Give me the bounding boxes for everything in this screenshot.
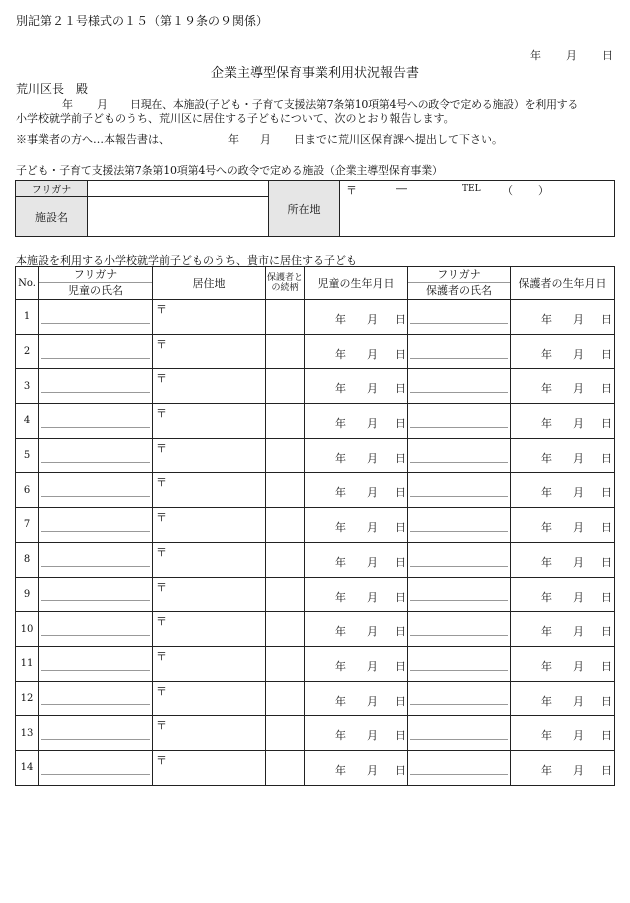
guardian-furigana-line[interactable] — [410, 657, 508, 671]
residence-cell[interactable] — [153, 438, 266, 473]
residence-postal-mark: 〒 — [156, 753, 167, 767]
residence-postal-mark: 〒 — [156, 684, 167, 698]
row-number: 8 — [16, 542, 39, 577]
note-month-unit: 月 — [260, 133, 271, 146]
child-dob-cell-month-unit: 月 — [367, 590, 378, 604]
guardian-dob-cell[interactable] — [511, 750, 615, 785]
residence-postal-mark: 〒 — [156, 545, 167, 559]
row-number: 14 — [16, 750, 39, 785]
child-dob-cell-year-unit: 年 — [335, 451, 346, 465]
header-guardian-name-label: 保護者の氏名 — [426, 284, 492, 297]
child-dob-cell[interactable] — [305, 577, 408, 612]
child-name-cell[interactable] — [39, 508, 153, 543]
child-dob-cell-day-unit: 日 — [395, 347, 406, 361]
residence-cell[interactable] — [153, 716, 266, 751]
child-dob-cell[interactable] — [305, 716, 408, 751]
guardian-name-cell[interactable] — [408, 438, 511, 473]
guardian-dob-cell-day-unit: 日 — [601, 555, 612, 569]
residence-cell[interactable] — [153, 542, 266, 577]
guardian-name-cell[interactable] — [408, 508, 511, 543]
child-dob-cell-day-unit: 日 — [395, 417, 406, 431]
child-dob-cell-day-unit: 日 — [395, 694, 406, 708]
residence-postal-mark: 〒 — [156, 615, 167, 629]
guardian-furigana-line[interactable] — [410, 587, 508, 601]
residence-postal-mark: 〒 — [156, 372, 167, 386]
child-dob-cell-month-unit: 月 — [367, 729, 378, 743]
report-text-line1: 日現在、本施設(子ども・子育て支援法第7条第10項第4号への政令で定める施設）を利用する — [130, 98, 579, 111]
child-dob-cell-year-unit: 年 — [335, 347, 346, 361]
child-dob-cell[interactable] — [305, 646, 408, 681]
child-dob-cell-month-unit: 月 — [367, 382, 378, 396]
child-furigana-line[interactable] — [41, 310, 150, 324]
guardian-furigana-line[interactable] — [410, 518, 508, 532]
facility-tel-close: ） — [538, 184, 549, 197]
child-dob-cell-day-unit: 日 — [395, 763, 406, 777]
residence-postal-mark: 〒 — [156, 441, 167, 455]
guardian-furigana-line[interactable] — [410, 553, 508, 567]
residence-cell[interactable] — [153, 300, 266, 335]
relation-cell[interactable] — [266, 473, 305, 508]
guardian-dob-cell-day-unit: 日 — [601, 763, 612, 777]
facility-name-field[interactable] — [88, 197, 269, 237]
note-year-unit: 年 — [228, 133, 239, 146]
table-row — [16, 577, 615, 612]
table-row — [16, 404, 615, 439]
guardian-dob-cell-month-unit: 月 — [573, 417, 584, 431]
guardian-furigana-line[interactable] — [410, 761, 508, 775]
child-dob-cell-month-unit: 月 — [367, 521, 378, 535]
row-number: 6 — [16, 473, 39, 508]
form-number: 別記第２１号様式の１５（第１９条の９関係） — [16, 14, 269, 28]
facility-table — [15, 180, 615, 237]
residence-cell[interactable] — [153, 473, 266, 508]
child-dob-cell[interactable] — [305, 438, 408, 473]
child-dob-cell-day-unit: 日 — [395, 555, 406, 569]
residence-cell[interactable] — [153, 577, 266, 612]
guardian-dob-cell-year-unit: 年 — [541, 347, 552, 361]
header-child-name — [39, 267, 153, 300]
table-row — [16, 681, 615, 716]
guardian-dob-cell-day-unit: 日 — [601, 521, 612, 535]
guardian-dob-cell[interactable] — [511, 612, 615, 647]
child-name-cell[interactable] — [39, 300, 153, 335]
child-dob-cell-month-unit: 月 — [367, 417, 378, 431]
child-dob-cell-month-unit: 月 — [367, 555, 378, 569]
child-dob-cell-month-unit: 月 — [367, 625, 378, 639]
date-day-unit: 日 — [602, 49, 613, 62]
guardian-dob-cell[interactable] — [511, 716, 615, 751]
guardian-dob-cell-year-unit: 年 — [541, 313, 552, 326]
table-row — [16, 646, 615, 681]
residence-postal-mark: 〒 — [156, 511, 167, 525]
guardian-name-cell[interactable] — [408, 681, 511, 716]
header-relation-line1: 保護者と — [266, 273, 303, 283]
child-dob-cell[interactable] — [305, 334, 408, 369]
header-relation-line2: の続柄 — [271, 283, 299, 293]
guardian-dob-cell-day-unit: 日 — [601, 382, 612, 396]
child-dob-cell[interactable] — [305, 369, 408, 404]
facility-name-label: 施設名 — [16, 197, 88, 237]
guardian-dob-cell-month-unit: 月 — [573, 382, 584, 396]
relation-cell[interactable] — [266, 508, 305, 543]
guardian-dob-cell-month-unit: 月 — [573, 451, 584, 465]
guardian-dob-cell-year-unit: 年 — [541, 521, 552, 535]
guardian-name-cell[interactable] — [408, 716, 511, 751]
facility-section-title: 子ども・子育て支援法第7条第10項第4号への政令で定める施設（企業主導型保育事業） — [16, 164, 443, 177]
guardian-dob-cell-month-unit: 月 — [573, 590, 584, 604]
guardian-dob-cell-day-unit: 日 — [601, 451, 612, 465]
guardian-dob-cell-year-unit: 年 — [541, 382, 552, 396]
child-dob-cell-month-unit: 月 — [367, 451, 378, 465]
header-guardian-name — [408, 267, 511, 300]
report-year-unit: 年 — [62, 98, 73, 111]
guardian-dob-cell-day-unit: 日 — [601, 659, 612, 673]
child-dob-cell-day-unit: 日 — [395, 313, 406, 326]
guardian-dob-cell-day-unit: 日 — [601, 625, 612, 639]
child-name-cell[interactable] — [39, 577, 153, 612]
guardian-dob-cell[interactable] — [511, 508, 615, 543]
guardian-dob-cell[interactable] — [511, 438, 615, 473]
table-row — [16, 438, 615, 473]
table-row — [16, 750, 615, 785]
child-dob-cell-day-unit: 日 — [395, 625, 406, 639]
submission-note: ※事業者の方へ…本報告書は、 — [16, 133, 170, 146]
header-guardian-furigana: フリガナ — [408, 267, 510, 283]
row-number: 10 — [16, 612, 39, 647]
child-dob-cell[interactable] — [305, 681, 408, 716]
children-section-title: 本施設を利用する小学校就学前子どものうち、貴市に居住する子ども — [16, 254, 357, 267]
child-dob-cell-day-unit: 日 — [395, 590, 406, 604]
header-child-dob: 児童の生年月日 — [305, 267, 408, 300]
guardian-name-cell[interactable] — [408, 334, 511, 369]
child-dob-cell-year-unit: 年 — [335, 763, 346, 777]
child-name-cell[interactable] — [39, 404, 153, 439]
child-furigana-line[interactable] — [41, 657, 150, 671]
guardian-dob-cell[interactable] — [511, 646, 615, 681]
relation-cell[interactable] — [266, 404, 305, 439]
guardian-dob-cell[interactable] — [511, 369, 615, 404]
child-furigana-line[interactable] — [41, 449, 150, 463]
header-no: No. — [16, 267, 39, 300]
child-name-cell[interactable] — [39, 438, 153, 473]
facility-tel-open: （ — [502, 184, 513, 197]
guardian-dob-cell-year-unit: 年 — [541, 417, 552, 431]
child-furigana-line[interactable] — [41, 518, 150, 532]
guardian-dob-cell[interactable] — [511, 300, 615, 335]
guardian-dob-cell-month-unit: 月 — [573, 659, 584, 673]
guardian-dob-cell-year-unit: 年 — [541, 590, 552, 604]
child-dob-cell-year-unit: 年 — [335, 590, 346, 604]
guardian-furigana-line[interactable] — [410, 691, 508, 705]
child-dob-cell-year-unit: 年 — [335, 729, 346, 743]
table-row — [16, 473, 615, 508]
child-furigana-line[interactable] — [41, 345, 150, 359]
row-number: 13 — [16, 716, 39, 751]
guardian-dob-cell-month-unit: 月 — [573, 729, 584, 743]
child-dob-cell-year-unit: 年 — [335, 313, 346, 326]
guardian-dob-cell-year-unit: 年 — [541, 763, 552, 777]
relation-cell[interactable] — [266, 750, 305, 785]
guardian-dob-cell-day-unit: 日 — [601, 313, 612, 326]
facility-tel-label: TEL — [462, 184, 481, 194]
guardian-dob-cell[interactable] — [511, 334, 615, 369]
guardian-name-cell[interactable] — [408, 300, 511, 335]
guardian-name-cell[interactable] — [408, 577, 511, 612]
table-row — [16, 612, 615, 647]
facility-postal-dash: ― — [396, 182, 407, 195]
table-row — [16, 334, 615, 369]
relation-cell[interactable] — [266, 334, 305, 369]
row-number: 7 — [16, 508, 39, 543]
relation-cell[interactable] — [266, 646, 305, 681]
residence-postal-mark: 〒 — [156, 407, 167, 421]
child-name-cell[interactable] — [39, 334, 153, 369]
residence-postal-mark: 〒 — [156, 649, 167, 663]
child-furigana-line[interactable] — [41, 483, 150, 497]
guardian-name-cell[interactable] — [408, 404, 511, 439]
guardian-dob-cell-month-unit: 月 — [573, 555, 584, 569]
child-name-cell[interactable] — [39, 542, 153, 577]
child-furigana-line[interactable] — [41, 622, 150, 636]
child-dob-cell-month-unit: 月 — [367, 313, 378, 326]
child-furigana-line[interactable] — [41, 379, 150, 393]
facility-furigana-label: フリガナ — [16, 181, 88, 197]
relation-cell[interactable] — [266, 716, 305, 751]
date-year-unit: 年 — [530, 49, 541, 62]
row-number: 1 — [16, 300, 39, 335]
date-month-unit: 月 — [566, 49, 577, 62]
guardian-dob-cell-year-unit: 年 — [541, 694, 552, 708]
header-guardian-dob: 保護者の生年月日 — [511, 267, 615, 300]
residence-postal-mark: 〒 — [156, 303, 167, 316]
residence-cell[interactable] — [153, 681, 266, 716]
residence-postal-mark: 〒 — [156, 719, 167, 733]
guardian-dob-cell-day-unit: 日 — [601, 729, 612, 743]
child-name-cell[interactable] — [39, 750, 153, 785]
child-dob-cell-month-unit: 月 — [367, 347, 378, 361]
child-name-cell[interactable] — [39, 681, 153, 716]
child-dob-cell[interactable] — [305, 750, 408, 785]
guardian-furigana-line[interactable] — [410, 622, 508, 636]
relation-cell[interactable] — [266, 438, 305, 473]
child-name-cell[interactable] — [39, 369, 153, 404]
guardian-dob-cell-day-unit: 日 — [601, 417, 612, 431]
guardian-dob-cell-year-unit: 年 — [541, 451, 552, 465]
guardian-dob-cell-month-unit: 月 — [573, 347, 584, 361]
residence-cell[interactable] — [153, 508, 266, 543]
child-name-cell[interactable] — [39, 646, 153, 681]
relation-cell[interactable] — [266, 369, 305, 404]
facility-address-field[interactable] — [340, 181, 615, 237]
child-dob-cell-year-unit: 年 — [335, 382, 346, 396]
row-number: 4 — [16, 404, 39, 439]
guardian-dob-cell-month-unit: 月 — [573, 763, 584, 777]
child-dob-cell-year-unit: 年 — [335, 625, 346, 639]
report-text-line2: 小学校就学前子どものうち、荒川区に居住する子どもについて、次のとおり報告します。 — [16, 112, 455, 125]
facility-address-label: 所在地 — [269, 181, 340, 237]
guardian-dob-cell[interactable] — [511, 404, 615, 439]
child-dob-cell-month-unit: 月 — [367, 659, 378, 673]
residence-cell[interactable] — [153, 369, 266, 404]
child-dob-cell-year-unit: 年 — [335, 659, 346, 673]
child-dob-cell-year-unit: 年 — [335, 694, 346, 708]
guardian-name-cell[interactable] — [408, 750, 511, 785]
table-row — [16, 300, 615, 335]
guardian-dob-cell-day-unit: 日 — [601, 347, 612, 361]
submission-note-suffix: 日までに荒川区保育課へ提出して下さい。 — [294, 133, 503, 146]
child-dob-cell-year-unit: 年 — [335, 417, 346, 431]
facility-postal-mark: 〒 — [346, 184, 357, 197]
child-dob-cell-day-unit: 日 — [395, 451, 406, 465]
guardian-dob-cell[interactable] — [511, 681, 615, 716]
header-relation — [266, 267, 305, 300]
child-dob-cell[interactable] — [305, 300, 408, 335]
guardian-name-cell[interactable] — [408, 612, 511, 647]
relation-cell[interactable] — [266, 542, 305, 577]
child-furigana-line[interactable] — [41, 587, 150, 601]
residence-postal-mark: 〒 — [156, 580, 167, 594]
child-dob-cell-day-unit: 日 — [395, 486, 406, 500]
guardian-dob-cell-month-unit: 月 — [573, 694, 584, 708]
guardian-furigana-line[interactable] — [410, 414, 508, 428]
child-furigana-line[interactable] — [41, 553, 150, 567]
child-dob-cell-month-unit: 月 — [367, 694, 378, 708]
child-name-cell[interactable] — [39, 473, 153, 508]
relation-cell[interactable] — [266, 681, 305, 716]
guardian-name-cell[interactable] — [408, 542, 511, 577]
residence-cell[interactable] — [153, 612, 266, 647]
residence-postal-mark: 〒 — [156, 476, 167, 490]
header-child-furigana: フリガナ — [39, 267, 152, 283]
residence-cell[interactable] — [153, 646, 266, 681]
guardian-dob-cell-year-unit: 年 — [541, 729, 552, 743]
child-dob-cell[interactable] — [305, 542, 408, 577]
child-dob-cell-year-unit: 年 — [335, 555, 346, 569]
document-title: 企業主導型保育事業利用状況報告書 — [210, 66, 419, 81]
row-number: 9 — [16, 577, 39, 612]
residence-cell[interactable] — [153, 334, 266, 369]
guardian-dob-cell-day-unit: 日 — [601, 486, 612, 500]
table-row — [16, 508, 615, 543]
facility-furigana-field[interactable] — [88, 181, 269, 197]
addressee: 荒川区長 殿 — [16, 82, 89, 96]
table-row — [16, 542, 615, 577]
guardian-dob-cell-year-unit: 年 — [541, 555, 552, 569]
header-child-name-label: 児童の氏名 — [68, 284, 123, 297]
guardian-furigana-line[interactable] — [410, 726, 508, 740]
child-furigana-line[interactable] — [41, 726, 150, 740]
child-dob-cell[interactable] — [305, 508, 408, 543]
row-number: 3 — [16, 369, 39, 404]
table-row — [16, 369, 615, 404]
child-furigana-line[interactable] — [41, 761, 150, 775]
guardian-dob-cell-month-unit: 月 — [573, 313, 584, 326]
child-dob-cell-day-unit: 日 — [395, 729, 406, 743]
guardian-dob-cell[interactable] — [511, 542, 615, 577]
child-dob-cell-year-unit: 年 — [335, 521, 346, 535]
guardian-furigana-line[interactable] — [410, 483, 508, 497]
guardian-dob-cell-month-unit: 月 — [573, 486, 584, 500]
residence-postal-mark: 〒 — [156, 337, 167, 351]
guardian-dob-cell[interactable] — [511, 577, 615, 612]
residence-cell[interactable] — [153, 404, 266, 439]
guardian-name-cell[interactable] — [408, 369, 511, 404]
row-number: 12 — [16, 681, 39, 716]
child-name-cell[interactable] — [39, 612, 153, 647]
child-dob-cell-month-unit: 月 — [367, 763, 378, 777]
child-dob-cell-year-unit: 年 — [335, 486, 346, 500]
relation-cell[interactable] — [266, 300, 305, 335]
row-number: 5 — [16, 438, 39, 473]
child-dob-cell-day-unit: 日 — [395, 521, 406, 535]
child-dob-cell[interactable] — [305, 473, 408, 508]
relation-cell[interactable] — [266, 577, 305, 612]
guardian-furigana-line[interactable] — [410, 379, 508, 393]
child-dob-cell[interactable] — [305, 612, 408, 647]
child-furigana-line[interactable] — [41, 414, 150, 428]
children-table — [15, 266, 615, 786]
guardian-dob-cell-year-unit: 年 — [541, 625, 552, 639]
residence-cell[interactable] — [153, 750, 266, 785]
child-dob-cell-day-unit: 日 — [395, 382, 406, 396]
report-month-unit: 月 — [97, 98, 108, 111]
child-name-cell[interactable] — [39, 716, 153, 751]
guardian-dob-cell-year-unit: 年 — [541, 659, 552, 673]
row-number: 2 — [16, 334, 39, 369]
child-dob-cell-month-unit: 月 — [367, 486, 378, 500]
guardian-dob-cell-year-unit: 年 — [541, 486, 552, 500]
row-number: 11 — [16, 646, 39, 681]
child-furigana-line[interactable] — [41, 691, 150, 705]
guardian-dob-cell-month-unit: 月 — [573, 625, 584, 639]
guardian-dob-cell-month-unit: 月 — [573, 521, 584, 535]
guardian-furigana-line[interactable] — [410, 310, 508, 324]
guardian-name-cell[interactable] — [408, 473, 511, 508]
table-row — [16, 716, 615, 751]
guardian-furigana-line[interactable] — [410, 345, 508, 359]
child-dob-cell[interactable] — [305, 404, 408, 439]
guardian-dob-cell[interactable] — [511, 473, 615, 508]
guardian-furigana-line[interactable] — [410, 449, 508, 463]
relation-cell[interactable] — [266, 612, 305, 647]
guardian-dob-cell-day-unit: 日 — [601, 694, 612, 708]
header-residence: 居住地 — [153, 267, 266, 300]
guardian-name-cell[interactable] — [408, 646, 511, 681]
child-dob-cell-day-unit: 日 — [395, 659, 406, 673]
guardian-dob-cell-day-unit: 日 — [601, 590, 612, 604]
